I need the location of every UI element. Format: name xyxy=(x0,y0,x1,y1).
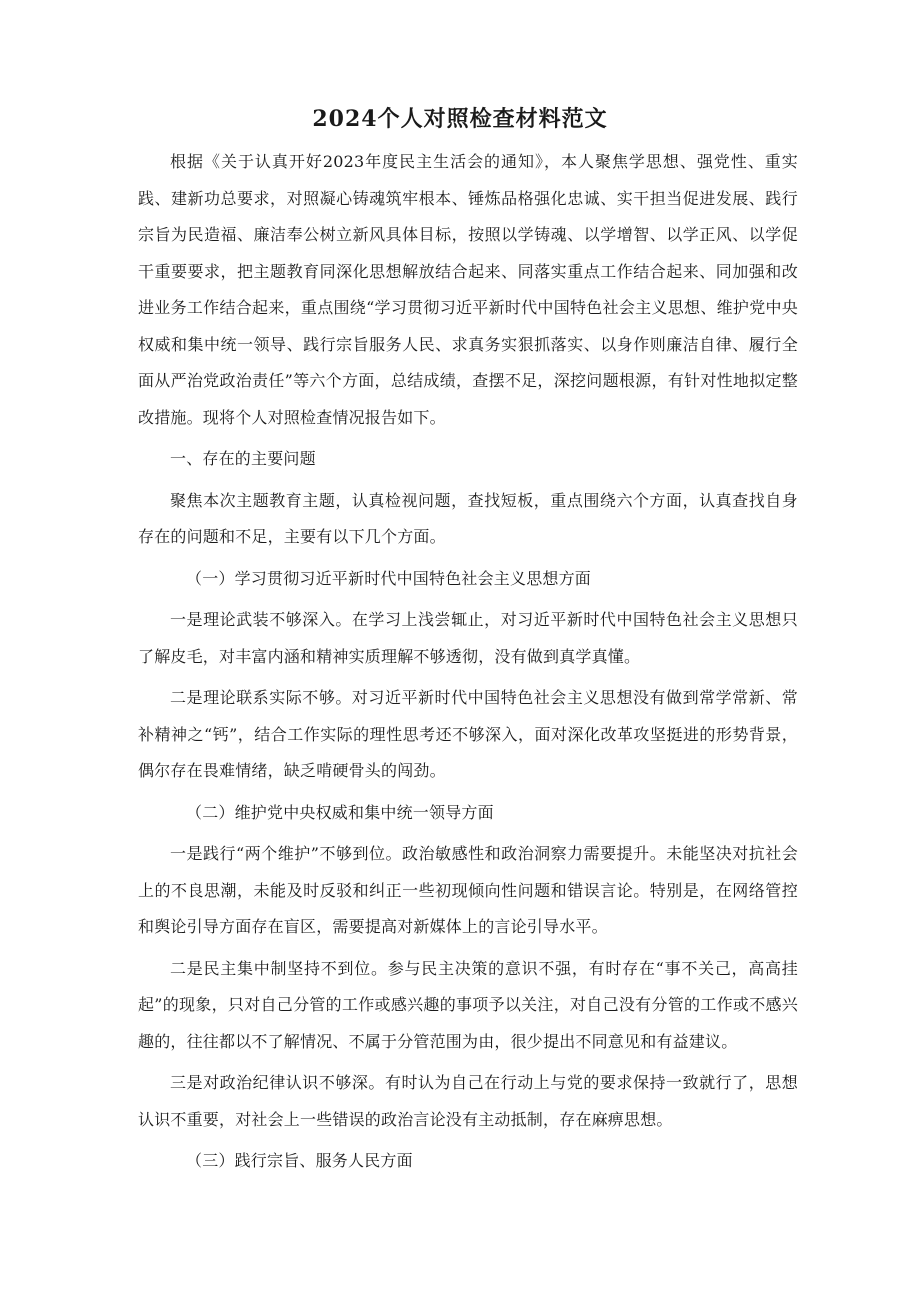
document-title: 2024个人对照检查材料范文 xyxy=(312,106,608,132)
subsection-heading-3: （三）践行宗旨、服务人民方面 xyxy=(186,1151,413,1170)
subsection-heading-1: （一）学习贯彻习近平新时代中国特色社会主义思想方面 xyxy=(186,568,592,588)
subsection-heading-2: （二）维护党中央权威和集中统一领导方面 xyxy=(186,802,494,822)
body-paragraph: 一是理论武装不够深入。在学习上浅尝辄止，对习近平新时代中国特色社会主义思想只了解皮毛，对丰富内涵和精神实质理解不够透彻，没有做到真学真懂。 xyxy=(138,610,798,666)
body-paragraph: 二是民主集中制坚持不到位。参与民主决策的意识不强，有时存在“事不关己，高高挂起”的现象，只对自己分管的工作或感兴趣的事项予以关注，对自己没有分管的工作或不感兴趣的，往往都以不了解情况、不属于分管范围为由，很少提出不同意见和有益建议。 xyxy=(138,958,798,1051)
document-body xyxy=(138,144,798,1185)
body-paragraph: 二是理论联系实际不够。对习近平新时代中国特色社会主义思想没有做到常学常新、常补精神之“钙”，结合工作实际的理性思考还不够深入，面对深化改革攻坚挺进的形势背景，偶尔存在畏难情绪，缺乏啃硬骨头的闯劲。 xyxy=(138,688,798,780)
body-paragraph: 三是对政治纪律认识不够深。有时认为自己在行动上与党的要求保持一致就行了，思想认识不重要，对社会上一些错误的政治言论没有主动抵制，存在麻痹思想。 xyxy=(138,1073,798,1129)
body-paragraph: 聚焦本次主题教育主题，认真检视问题，查找短板，重点围绕六个方面，认真查找自身存在的问题和不足，主要有以下几个方面。 xyxy=(138,490,798,546)
section-heading-problems: 一、存在的主要问题 xyxy=(170,449,316,468)
intro-paragraph: 根据《关于认真开好2023年度民主生活会的通知》，本人聚焦学思想、强党性、重实践、建新功总要求，对照凝心铸魂筑牢根本、锤炼品格强化忠诚、实干担当促进发展、践行宗旨为民造福、廉洁奉公树立新风具体目标，按照以学铸魂、以学增智、以学正风、以学促干重要要求，把主题教育同深化思想解放结合起来、同落实重点工作结合起来、同加强和改进业务工作结合起来，重点围绕“学习贯彻习近平新时代中国特色社会主义思想、维护党中央权威和集中统一领导、践行宗旨服务人民、求真务实狠抓落实、以身作则廉洁自律、履行全面从严治党政治责任”等六个方面，总结成绩，查摆不足，深挖问题根源，有针对性地拟定整改措施。现将个人对照检查情况报告如下。 xyxy=(138,152,798,427)
body-paragraph: 一是践行“两个维护”不够到位。政治敏感性和政治洞察力需要提升。未能坚决对抗社会上的不良思潮，未能及时反驳和纠正一些初现倾向性问题和错误言论。特别是，在网络管控和舆论引导方面存在盲区，需要提高对新媒体上的言论引导水平。 xyxy=(138,844,798,936)
